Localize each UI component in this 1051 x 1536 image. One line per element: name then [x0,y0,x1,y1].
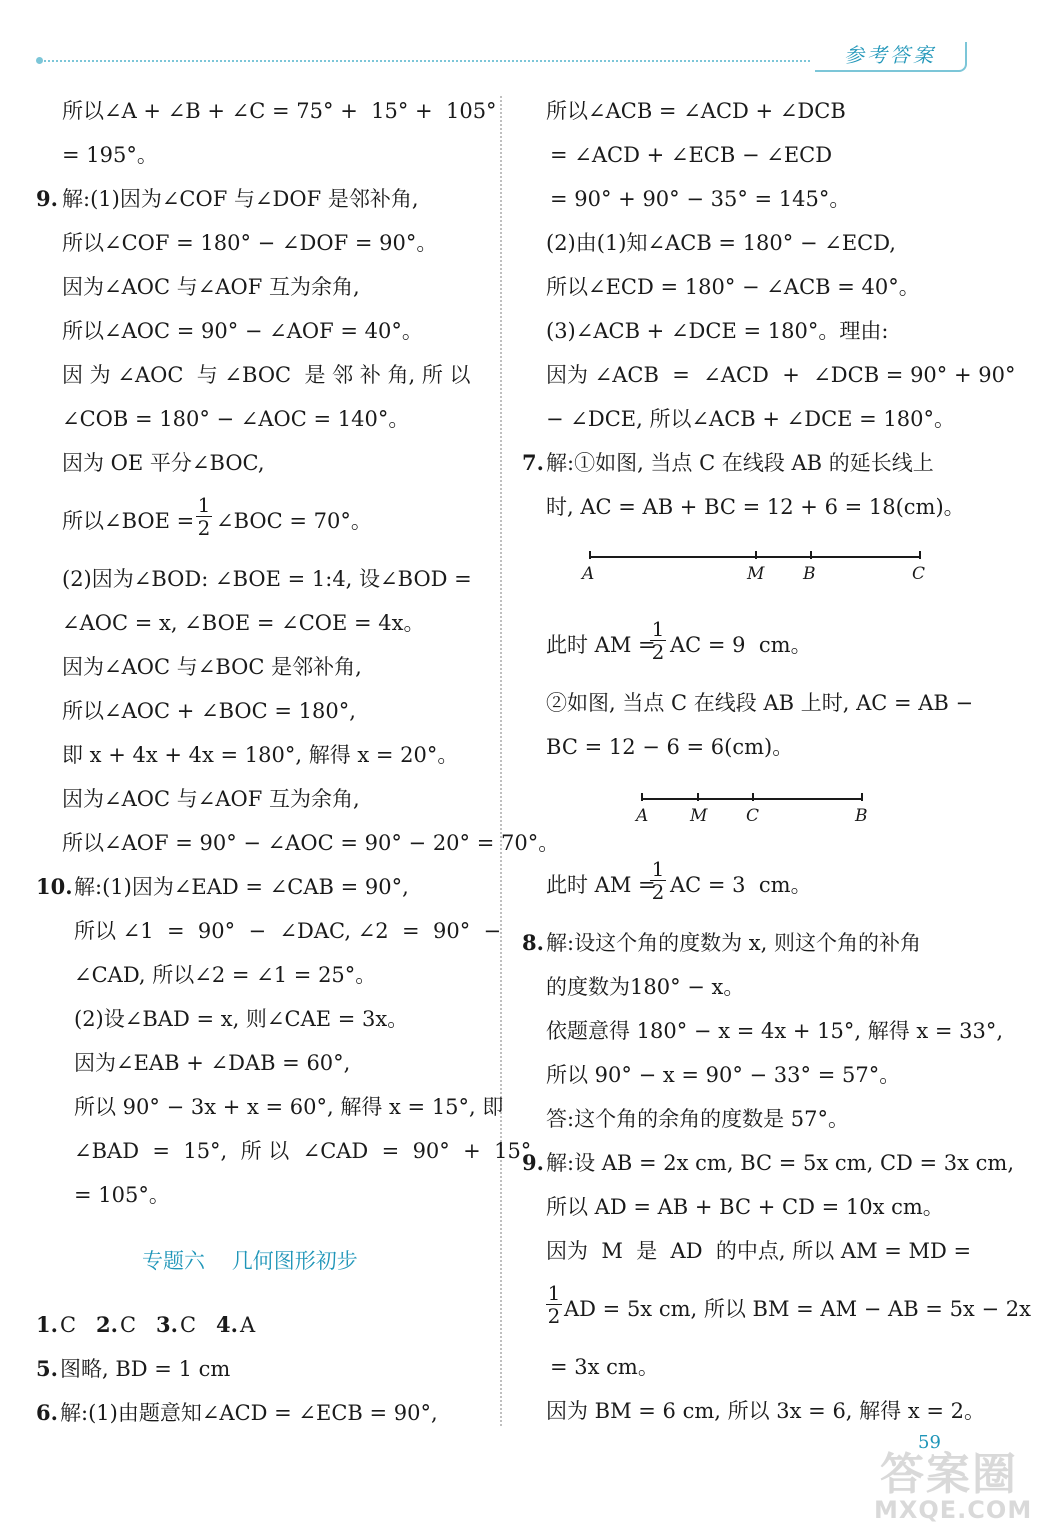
question-number: 9. [36,186,58,211]
question-number: 4. [216,1312,238,1337]
fraction [650,618,666,663]
header-dotted-line [40,60,810,62]
question-number: 6. [36,1400,58,1425]
fraction-numerator: 1 [651,857,665,881]
answer-choice: C [60,1313,77,1337]
text-line: 因为 OE 平分∠BOC, [62,451,265,475]
watermark [870,1430,1045,1530]
fraction-numerator: 1 [651,617,665,641]
answer-choice: A [240,1313,256,1337]
text-line: = 3x cm。 [550,1355,659,1379]
watermark-url: MXQE.COM [874,1496,1033,1524]
text-line: ∠BOC = 70°。 [216,509,372,533]
text-line: 所以∠AOC = 90° − ∠AOF = 40°。 [62,319,423,343]
fraction [196,494,212,539]
text-line: 此时 AM = [546,633,656,657]
fraction-denominator: 2 [547,1304,561,1328]
text-line: 所以∠COF = 180° − ∠DOF = 90°。 [62,231,438,255]
point-tick-c [752,793,754,801]
text-line: 因为 M 是 AD 的中点, 所以 AM = MD = [546,1239,972,1263]
text-line: ∠AOC = x, ∠BOE = ∠COE = 4x。 [62,611,425,635]
point-tick-m [697,793,699,801]
point-label-m: M [747,564,765,584]
point-label-a: A [636,806,649,826]
point-tick-a [641,793,643,801]
point-label-b: B [855,806,868,826]
text-line: 解:设 AB = 2x cm, BC = 5x cm, CD = 3x cm, [546,1151,1015,1175]
fraction-numerator: 1 [547,1281,561,1305]
text-line: 依题意得 180° − x = 4x + 15°, 解得 x = 33°, [546,1019,1004,1043]
fraction [650,858,666,903]
text-line: 因为∠AOC 与∠AOF 互为余角, [62,275,360,299]
question-number: 7. [522,450,544,475]
text-line: − ∠DCE, 所以∠ACB + ∠DCE = 180°。 [546,407,956,431]
text-line: 所以 90° − x = 90° − 33° = 57°。 [546,1063,901,1087]
text-line: 解:①如图, 当点 C 在线段 AB 的延长线上 [546,451,934,475]
text-line: AD = 5x cm, 所以 BM = AM − AB = 5x − 2x [564,1297,1031,1321]
point-label-c: C [912,564,926,584]
text-line: ∠COB = 180° − ∠AOC = 140°。 [62,407,410,431]
text-line: 解:(1)因为∠COF 与∠DOF 是邻补角, [62,187,419,211]
answer-choice: C [180,1313,197,1337]
column-divider [500,96,502,1426]
fraction-denominator: 2 [651,640,665,664]
text-line: 因为∠AOC 与∠BOC 是邻补角, [62,655,362,679]
text-line: 所以∠BOE = [62,509,195,533]
question-number: 8. [522,930,544,955]
text-line: (2)由(1)知∠ACB = 180° − ∠ECD, [546,231,896,255]
text-line: = 90° + 90° − 35° = 145°。 [550,187,851,211]
answer-choice: C [120,1313,137,1337]
page-number: 59 [918,1432,941,1453]
text-line: AC = 3 cm。 [670,873,812,897]
text-line: = ∠ACD + ∠ECB − ∠ECD [550,143,833,167]
text-line: 解:设这个角的度数为 x, 则这个角的补角 [546,931,921,955]
watermark-text: 答案圈 [880,1449,1018,1500]
text-line: (2)因为∠BOD: ∠BOE = 1:4, 设∠BOD = [62,567,472,591]
text-line: 此时 AM = [546,873,656,897]
text-line: 因为 BM = 6 cm, 所以 3x = 6, 解得 x = 2。 [546,1399,985,1423]
point-label-a: A [582,564,595,584]
text-line: 所以∠AOF = 90° − ∠AOC = 90° − 20° = 70°。 [62,831,560,855]
text-line: ∠CAD, 所以∠2 = ∠1 = 25°。 [74,963,377,987]
text-line: 所以∠AOC + ∠BOC = 180°, [62,699,356,723]
question-number: 3. [156,1312,178,1337]
text-line: 因为∠EAB + ∠DAB = 60°, [74,1051,351,1075]
text-line: 因为 ∠ACB = ∠ACD + ∠DCB = 90° + 90° [546,363,1016,387]
text-line: 解:(1)因为∠EAD = ∠CAB = 90°, [74,875,409,899]
point-label-b: B [803,564,816,584]
point-tick-a [589,551,591,559]
question-number: 2. [96,1312,118,1337]
fraction-denominator: 2 [651,880,665,904]
text-line: 即 x + 4x + 4x = 180°, 解得 x = 20°。 [62,743,459,767]
point-label-c: C [746,806,760,826]
text-line: 所以 90° − 3x + x = 60°, 解得 x = 15°, 即 [74,1095,504,1119]
point-label-m: M [690,806,708,826]
text-line: 时, AC = AB + BC = 12 + 6 = 18(cm)。 [546,495,965,519]
text-line: 所以 AD = AB + BC + CD = 10x cm。 [546,1195,944,1219]
question-number: 5. [36,1356,58,1381]
text-line: 因为∠AOC 与∠AOF 互为余角, [62,787,360,811]
section-title: 专题六 几何图形初步 [142,1249,358,1273]
text-line: 所以 ∠1 = 90° − ∠DAC, ∠2 = 90° − [74,919,502,943]
text-line: (2)设∠BAD = x, 则∠CAE = 3x。 [74,1007,409,1031]
text-line: BC = 12 − 6 = 6(cm)。 [546,735,794,759]
point-tick-m [755,551,757,559]
question-number: 10. [36,874,73,899]
text-line: 所以∠ECD = 180° − ∠ACB = 40°。 [546,275,920,299]
text-line: = 105°。 [74,1183,170,1207]
text-line: (3)∠ACB + ∠DCE = 180°。理由: [546,319,889,343]
point-tick-b [861,793,863,801]
text-line: ∠BAD = 15°, 所 以 ∠CAD = 90° + 15° [74,1139,532,1163]
text-line: 所以∠ACB = ∠ACD + ∠DCB [546,99,846,123]
fraction [546,1282,562,1327]
text-line: 解:(1)由题意知∠ACD = ∠ECB = 90°, [60,1401,438,1425]
text-line: 答:这个角的余角的度数是 57°。 [546,1107,849,1131]
text-line: 图略, BD = 1 cm [60,1357,231,1381]
question-number: 9. [522,1150,544,1175]
text-line: 因 为 ∠AOC 与 ∠BOC 是 邻 补 角, 所 以 [62,363,471,387]
text-line: = 195°。 [62,143,158,167]
text-line: ②如图, 当点 C 在线段 AB 上时, AC = AB − [546,691,974,715]
text-line: AC = 9 cm。 [670,633,812,657]
fraction-numerator: 1 [197,493,211,517]
text-line: 所以∠A + ∠B + ∠C = 75° + 15° + 105° [62,99,497,123]
fraction-denominator: 2 [197,516,211,540]
text-line: 的度数为180° − x。 [546,975,745,999]
point-tick-c [919,551,921,559]
header-label: 参考答案 [815,42,967,72]
question-number: 1. [36,1312,58,1337]
point-tick-b [810,551,812,559]
